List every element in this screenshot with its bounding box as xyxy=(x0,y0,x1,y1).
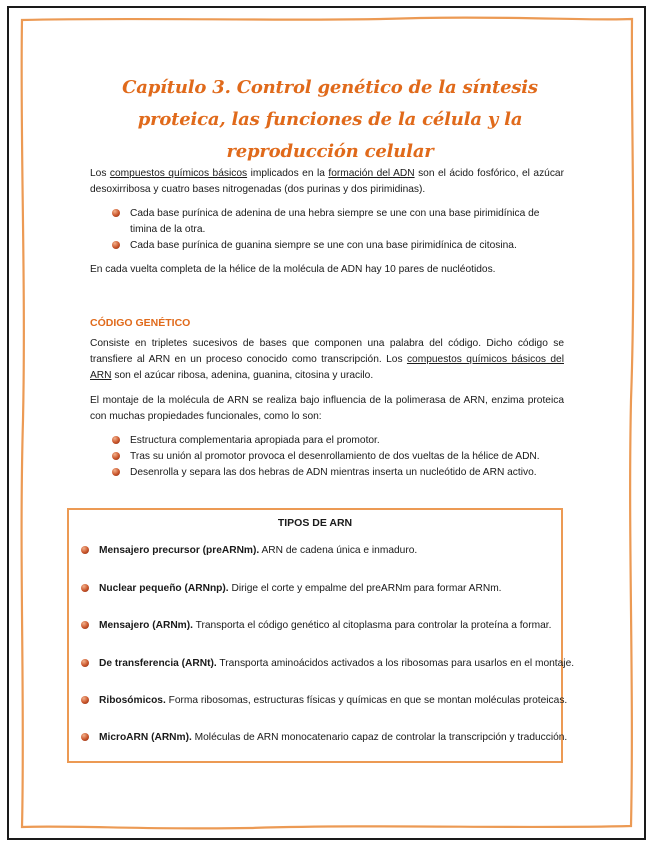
intro-paragraph: Los compuestos químicos básicos implicados en la formación del ADN son el ácido fosfórico, el azúcar desoxirribosa y cuatro bases nitrogenadas (dos purinas y dos pirimidinas). xyxy=(90,168,564,195)
arn-type-item: Ribosómicos. Forma ribosomas, estructuras físicas y químicas en que se montan moléculas proteicas. xyxy=(81,694,561,708)
intro-section xyxy=(90,166,564,198)
page-title: Capítulo 3. Control genético de la síntesis proteica, las funciones de la célula y la reproducción celular xyxy=(122,77,538,162)
list-item: Cada base purínica de guanina siempre se une con una base pirimidínica de citosina. xyxy=(90,238,564,254)
list-item: Estructura complementaria apropiada para el promotor. xyxy=(90,433,564,449)
formacion-adn-link: formación del ADN xyxy=(328,168,415,179)
list-item: Cada base purínica de adenina de una hebra siempre se une con una base pirimidínica de timina de la otra. xyxy=(90,206,564,238)
compuestos-link: compuestos químicos básicos xyxy=(109,168,248,179)
props-list xyxy=(90,433,564,481)
bullet-icon xyxy=(112,468,120,476)
props-list-section xyxy=(90,433,564,481)
bullet-icon xyxy=(81,733,89,741)
list-item: Tras su unión al promotor provoca el desenrollamiento de dos vueltas de la hélice de ADN. xyxy=(90,449,564,465)
arn-type-item: Mensajero (ARNm). Transporta el código genético al citoplasma para controlar la proteína a formar. xyxy=(81,619,561,633)
bases-list xyxy=(90,206,564,254)
box-title: TIPOS DE ARN xyxy=(277,517,353,529)
list-item: Desenrolla y separa las dos hebras de ADN mientras inserta un nucleótido de ARN activo. xyxy=(90,465,564,481)
codigo-paragraph-2: El montaje de la molécula de ARN se realiza bajo influencia de la polimerasa de ARN, enzima proteica con muchas propiedades funcionales, como lo son: xyxy=(90,395,564,422)
bullet-icon xyxy=(112,452,120,460)
bullet-icon xyxy=(81,546,89,554)
bullet-icon xyxy=(81,621,89,629)
helix-note: En cada vuelta completa de la hélice de la molécula de ADN hay 10 pares de nucléotidos. xyxy=(90,264,496,275)
arn-type-item: MicroARN (ARNm). Moléculas de ARN monocatenario capaz de controlar la transcripción y traducción. xyxy=(81,731,561,745)
section-heading-codigo: CÓDIGO GENÉTICO xyxy=(90,317,191,329)
bullet-icon xyxy=(112,209,120,217)
bullet-icon xyxy=(81,696,89,704)
compuestos-arn-link: compuestos químicos básicos del ARN xyxy=(90,354,564,381)
helix-section xyxy=(90,262,564,278)
bullet-icon xyxy=(112,241,120,249)
tipos-arn-box xyxy=(67,508,575,763)
arn-type-item: Nuclear pequeño (ARNnp). Dirige el corte y empalme del preARNm para formar ARNm. xyxy=(81,582,561,596)
bullet-icon xyxy=(81,584,89,592)
bullet-icon xyxy=(112,436,120,444)
codigo-paragraph-1: Consiste en tripletes sucesivos de bases que componen una palabra del código. Dicho código se transfiere al ARN en un proceso conocido como transcripción. Los compuestos químicos básicos del ARN son el azúcar ribosa, adenina, guanina, citosina y uracilo. xyxy=(90,338,564,381)
bullet-icon xyxy=(81,659,89,667)
bases-list-section xyxy=(90,206,564,254)
arn-type-item: De transferencia (ARNt). Transporta aminoácidos activados a los ribosomas para usarlos en el montaje. xyxy=(81,657,561,671)
arn-type-item: Mensajero precursor (preARNm). ARN de cadena única e inmaduro. xyxy=(81,544,561,558)
